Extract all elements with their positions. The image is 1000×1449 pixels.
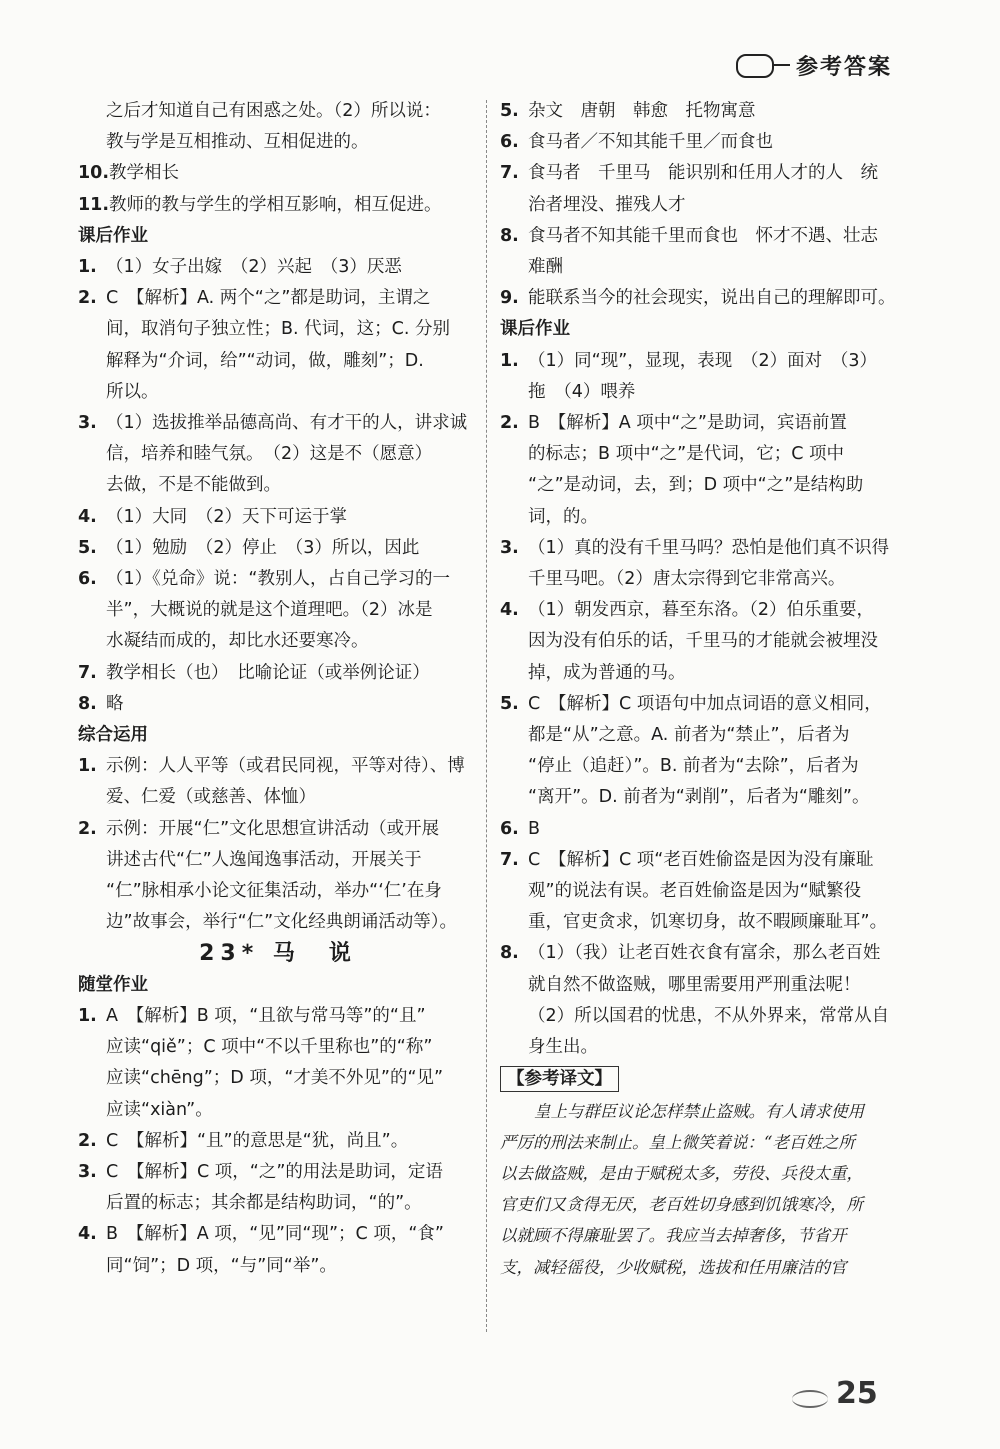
answer-item [500,346,896,377]
continuation-line: 半”，大概说的就是这个道理吧。（2）冰是 [106,600,433,621]
continuation-line: 水凝结而成的，却比水还要寒冷。 [106,631,369,652]
answer-item [78,408,478,439]
item-text: C 【解析】C 项，“之”的用法是助词，定语 [106,1161,443,1182]
item-number: 3. [78,1161,97,1182]
answer-item [78,564,478,595]
section-heading: 课后作业 [500,319,570,340]
item-text: C 【解析】C 项语句中加点词语的意义相同， [528,693,882,714]
continuation-line: 身生出。 [528,1037,598,1058]
item-text: （1）大同 （2）天下可运于掌 [106,506,348,527]
item-text: C 【解析】“且”的意思是“犹，尚且”。 [106,1130,409,1151]
item-text: 教学相长（也） 比喻论证（或举例论证） [106,662,430,683]
section-heading: 课后作业 [78,225,148,246]
item-text: B 【解析】A 项中“之”是助词，宾语前置 [528,413,847,434]
continuation-line: （2）所以国君的忧患，不从外界来，常常从自 [528,1005,890,1026]
item-number: 5. [500,101,519,121]
column-divider [486,100,487,1332]
answer-item [78,1219,478,1250]
answer-item [78,158,478,189]
item-text: （1）勉励 （2）停止 （3）所以，因此 [106,537,420,558]
lesson-title: 23* 马 说 [199,941,357,967]
item-number: 7. [500,849,519,870]
item-text: 略 [106,693,124,714]
continuation-line: “之”是动词，去，到；D 项中“之”是结构助 [528,475,864,496]
continuation-line: 治者埋没、摧残人才 [528,194,686,215]
item-number: 1. [78,257,97,278]
item-number: 7. [500,163,519,184]
section-heading: 综合运用 [78,725,148,746]
answer-item [78,283,478,314]
translation-line: 支，减轻徭役，少收赋税，选拔和任用廉洁的官 [500,1257,847,1277]
answer-item [78,814,478,845]
continuation-line: “停止（追赶）”。B. 前者为“去除”，后者为 [528,756,859,777]
continuation-line: 拖 （4）喂养 [528,381,636,402]
item-number: 5. [500,693,519,714]
item-text: C 【解析】A. 两个“之”都是助词，主谓之 [106,288,431,309]
item-text: B 【解析】A 项，“见”同“现”；C 项，“食” [106,1224,444,1245]
item-number: 4. [500,600,519,621]
continuation-line: 爱、仁爱（或慈善、体恤） [106,787,316,808]
answer-item [500,96,896,127]
answer-item [500,221,896,252]
item-text: （1）真的没有千里马吗？恐怕是他们真不识得 [528,537,890,558]
item-number: 1. [78,756,97,777]
translation-line: 皇上与群臣议论怎样禁止盗贼。有人请求使用 [534,1101,864,1121]
item-number: 2. [78,288,97,309]
continuation-line: 掉，成为普通的马。 [528,662,686,683]
continuation-line: 讲述古代“仁”人逸闻逸事活动，开展关于 [106,849,422,870]
item-number: 10. [78,163,110,184]
answer-item [78,1126,478,1157]
item-number: 2. [78,818,97,839]
continuation-line: 解释为“介词，给”“动词，做，雕刻”；D. [106,350,424,371]
continuation-line: 因为没有伯乐的话，千里马的才能就会被埋没 [528,631,878,652]
item-text: 能联系当今的社会现实，说出自己的理解即可。 [528,288,896,309]
item-number: 9. [500,288,519,309]
answer-item [78,190,478,221]
answer-item [500,127,896,158]
section-heading: 随堂作业 [78,974,148,995]
page-header [736,50,892,81]
item-text: （1）（我）让老百姓衣食有富余，那么老百姓 [528,943,881,964]
continuation-line: 边”故事会，举行“仁”文化经典朗诵活动等）。 [106,912,457,933]
item-text: 教学相长 [109,163,180,184]
continuation-line: 所以。 [106,381,159,402]
left-column [78,96,478,1282]
continuation-line: 观”的说法有误。老百姓偷盗是因为“赋繁役 [528,881,862,902]
answer-item [500,408,896,439]
item-number: 6. [78,569,97,590]
translation-tag: 【参考译文】 [500,1066,619,1092]
right-column [500,96,896,1283]
item-number: 8. [500,225,519,246]
continuation-line: 应读“chēng”；D 项，“才美不外见”的“见” [106,1068,444,1089]
answer-item [78,689,478,720]
item-text: 杂文 唐朝 韩愈 托物寓意 [528,101,756,121]
translation-line: 以就顾不得廉耻罢了。我应当去掉奢侈，节省开 [500,1226,847,1246]
item-number: 1. [500,350,519,371]
page-number-ornament-icon [792,1390,828,1408]
item-text: （1）女子出嫁 （2）兴起 （3）厌恶 [106,257,402,278]
continuation-line: 都是“从”之意。A. 前者为“禁止”，后者为 [528,725,850,746]
answer-item [500,689,896,720]
translation-line: 官吏们又贪得无厌，老百姓切身感到饥饿寒冷，所 [500,1195,863,1215]
item-text: 食马者不知其能千里而食也 怀才不遇、壮志 [528,225,878,246]
answer-item [500,814,896,845]
item-text: A 【解析】B 项，“且欲与常马等”的“且” [106,1005,426,1026]
item-number: 4. [78,506,97,527]
item-number: 3. [500,537,519,558]
item-text: 食马者／不知其能千里／而食也 [528,132,773,153]
answer-item [500,158,896,189]
item-text: 示例：开展“仁”文化思想宣讲活动（或开展 [106,818,440,839]
answer-item [78,751,478,782]
answer-item [78,658,478,689]
item-number: 2. [78,1130,97,1151]
answer-item [500,533,896,564]
translation-line: 以去做盗贼，是由于赋税太多，劳役、兵役太重， [500,1163,863,1183]
continuation-line: 的标志；B 项中“之”是代词，它；C 项中 [528,444,844,465]
item-number: 3. [78,413,97,434]
item-text: （1）《兑命》说：“教别人，占自己学习的一 [106,569,450,590]
continuation-line: 重，官吏贪求，饥寒切身，故不暇顾廉耻耳”。 [528,912,888,933]
answer-item [78,502,478,533]
item-text: C 【解析】C 项“老百姓偷盗是因为没有廉耻 [528,849,874,870]
item-number: 5. [78,537,97,558]
item-number: 2. [500,413,519,434]
item-number: 1. [78,1005,97,1026]
answer-item [78,252,478,283]
answer-item [78,1157,478,1188]
continuation-line: 同“饲”；D 项，“与”同“举”。 [106,1255,337,1276]
continuation-line: 词，的。 [528,506,598,527]
item-number: 8. [500,943,519,964]
translation-label [500,1063,896,1095]
item-number: 7. [78,662,97,683]
translation-line: 严厉的刑法来制止。皇上微笑着说：“老百姓之所 [500,1132,855,1152]
answer-item [500,938,896,969]
continuation-line: 去做，不是不能做到。 [106,475,281,496]
book-logo-icon [736,54,774,78]
continuation-line: 之后才知道自己有困惑之处。（2）所以说： [106,101,441,121]
answer-item [78,1001,478,1032]
item-text: （1）朝发西京，暮至东洛。（2）伯乐重要， [528,600,875,621]
continuation-line: 千里马吧。（2）唐太宗得到它非常高兴。 [528,569,846,590]
item-text: 示例：人人平等（或君民同视，平等对待）、博 [106,756,465,777]
answer-item [500,845,896,876]
answer-item [78,533,478,564]
page-number: 25 [836,1376,878,1411]
item-number: 6. [500,132,519,153]
continuation-line: 应读“xiàn”。 [106,1099,213,1120]
item-text: （1）选拔推举品德高尚、有才干的人，讲求诚 [106,413,468,434]
continuation-line: “仁”脉相承小论文征集活动，举办“‘仁’在身 [106,881,442,902]
item-text: （1）同“现”，显现，表现 （2）面对 （3） [528,350,878,371]
item-number: 11. [78,194,110,215]
item-number: 4. [78,1224,97,1245]
continuation-line: “离开”。D. 前者为“剥削”，后者为“雕刻”。 [528,787,870,808]
continuation-line: 难酬 [528,257,563,278]
item-number: 6. [500,818,519,839]
continuation-line: 后置的标志；其余都是结构助词，“的”。 [106,1193,422,1214]
continuation-line: 信，培养和睦气氛。 （2）这是不（愿意） [106,444,433,465]
item-text: B [528,818,541,839]
continuation-line: 应读“qiě”；C 项中“不以千里称也”的“称” [106,1037,433,1058]
answer-item [500,595,896,626]
header-title: 参考答案 [795,55,892,80]
item-text: 食马者 千里马 能识别和任用人才的人 统 [528,163,878,184]
continuation-line: 间，取消句子独立性；B. 代词，这；C. 分别 [106,319,450,340]
continuation-line: 就自然不做盗贼，哪里需要用严刑重法呢！ [528,974,861,995]
continuation-line: 教与学是互相推动、互相促进的。 [106,132,369,153]
answer-item [500,283,896,314]
item-text: 教师的教与学生的学相互影响，相互促进。 [109,194,442,215]
item-number: 8. [78,693,97,714]
